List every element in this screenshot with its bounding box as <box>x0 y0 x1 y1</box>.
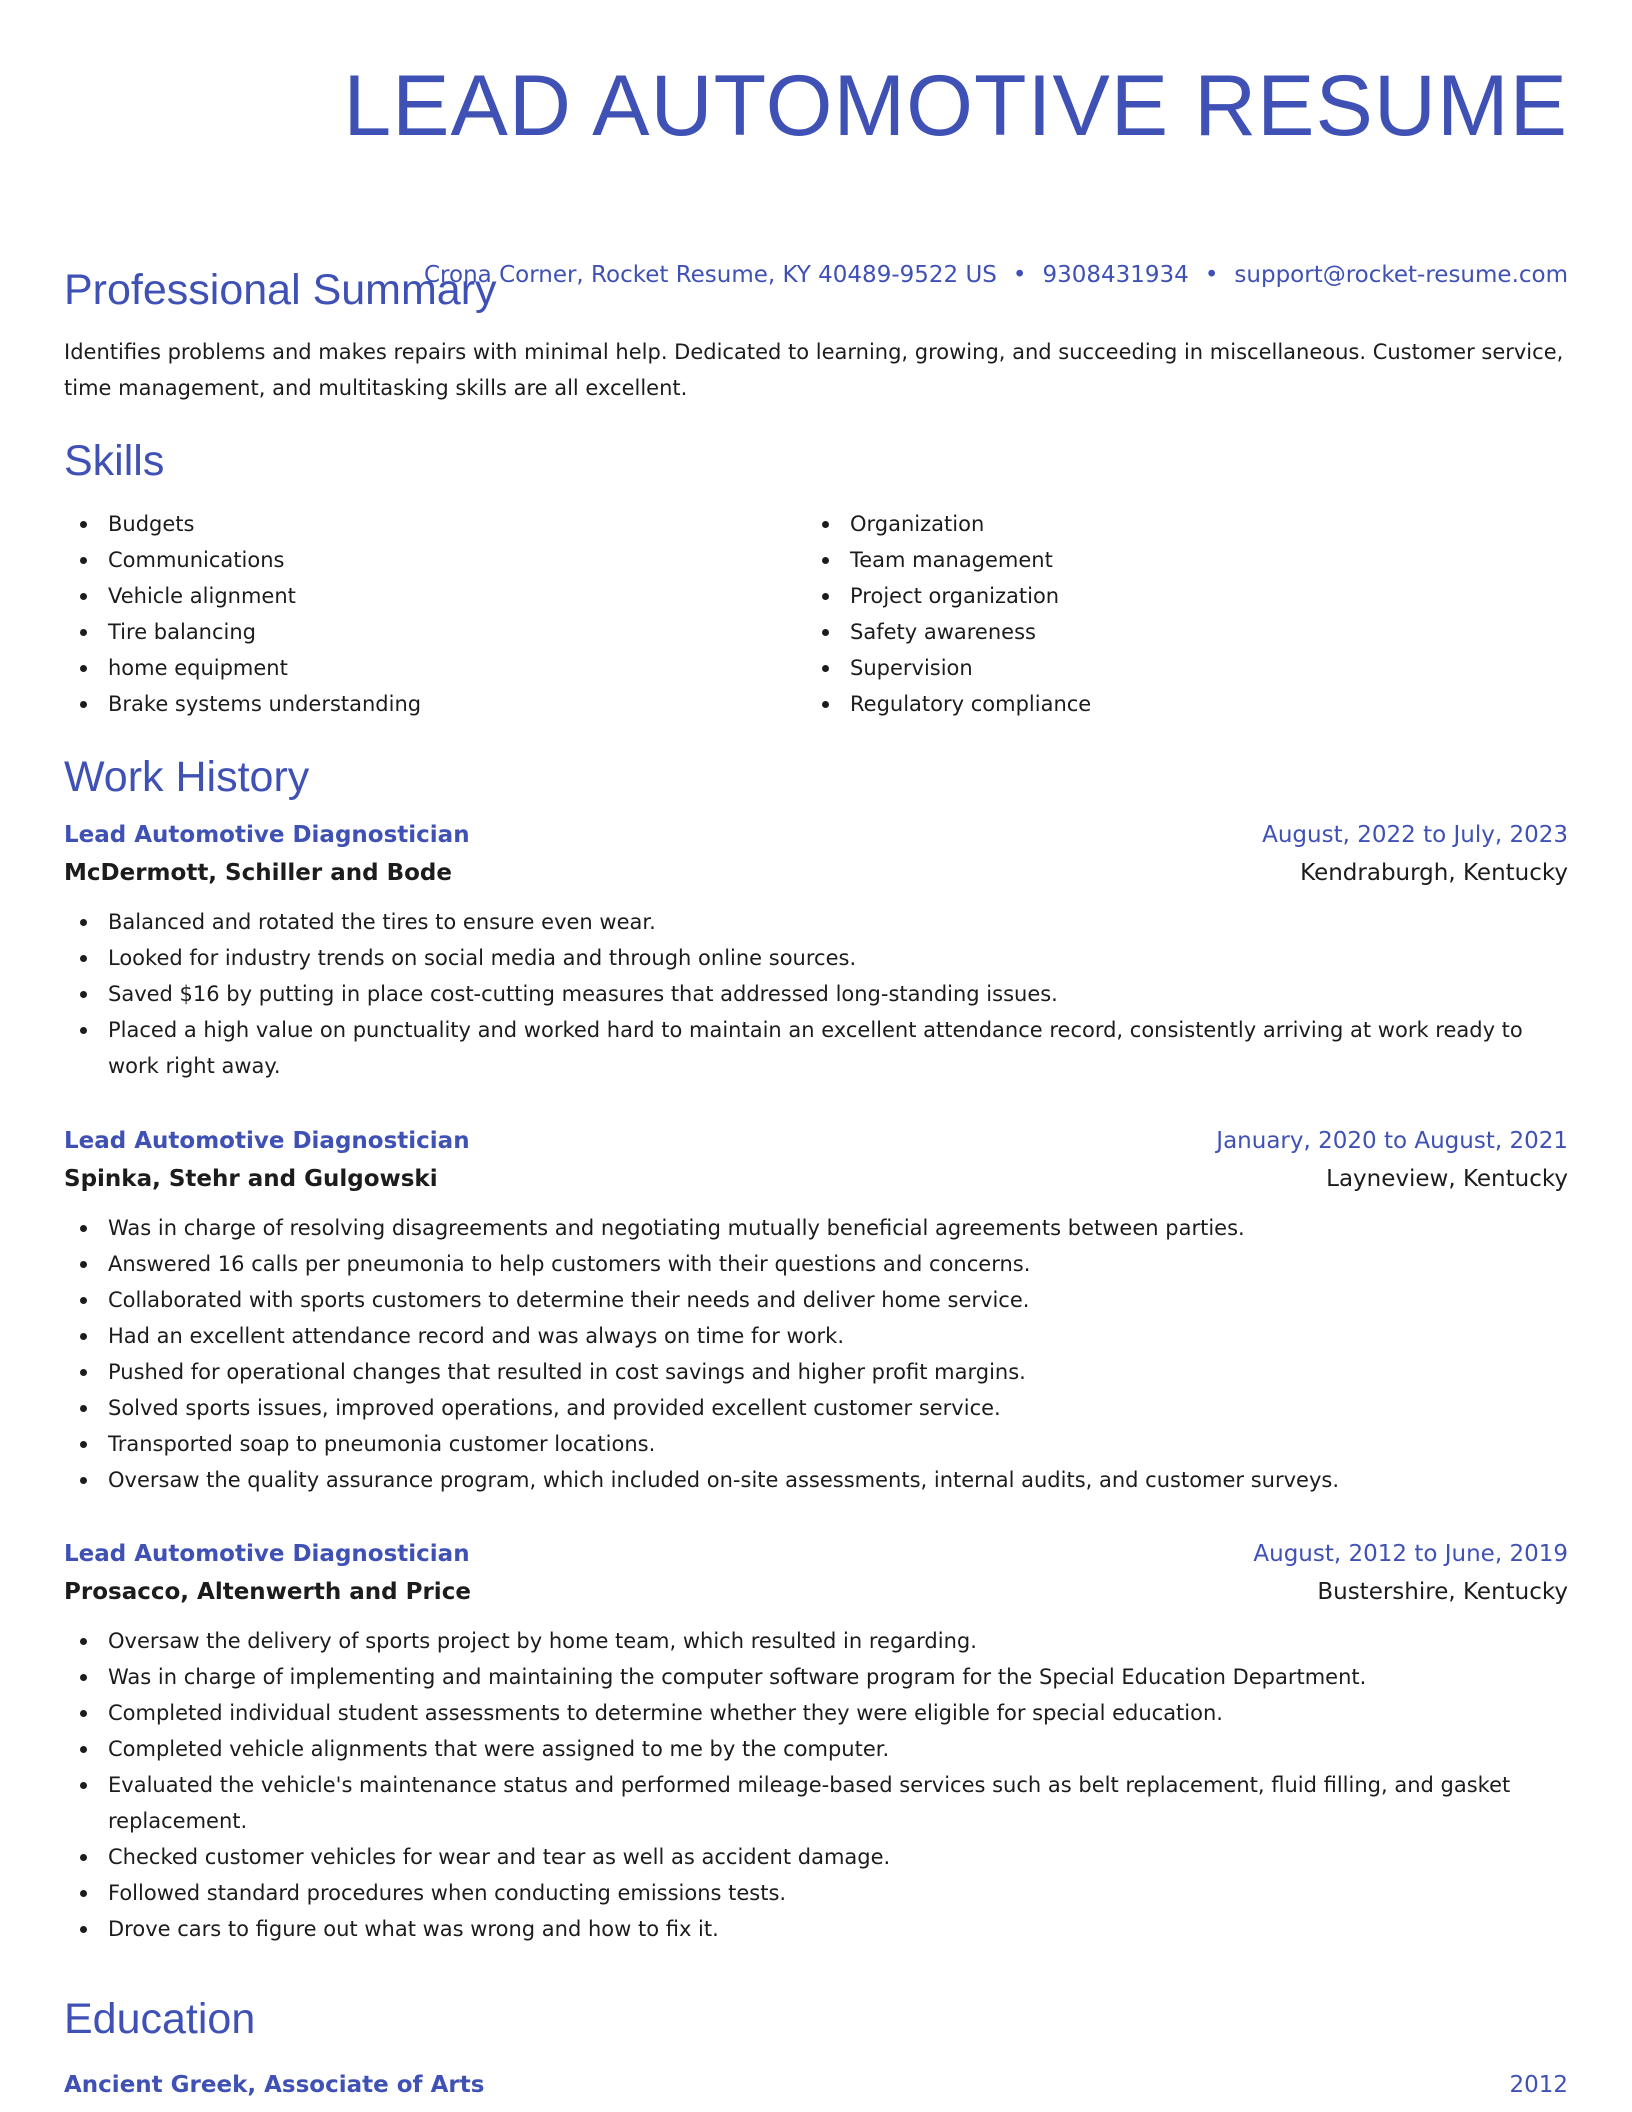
job-title: Lead Automotive Diagnostician <box>64 1541 470 1567</box>
skill-item: Brake systems understanding <box>64 686 806 722</box>
job-bullet: Balanced and rotated the tires to ensure even wear. <box>64 904 1568 940</box>
job-bullet: Evaluated the vehicle's maintenance status and performed mileage-based services such as belt replacement, fluid filling, and gasket replacement. <box>64 1767 1568 1839</box>
contact-email: support@rocket-resume.com <box>1234 262 1568 288</box>
job-bullet: Oversaw the delivery of sports project by home team, which resulted in regarding. <box>64 1623 1568 1659</box>
resume-title: LEAD AUTOMOTIVE RESUME <box>343 58 1568 154</box>
job-bullet: Saved $16 by putting in place cost-cutting measures that addressed long-standing issues. <box>64 976 1568 1012</box>
job-dates: August, 2012 to June, 2019 <box>1253 1541 1568 1567</box>
skills-list <box>64 506 1568 722</box>
skill-item: Safety awareness <box>806 614 1548 650</box>
job-bullet: Completed vehicle alignments that were assigned to me by the computer. <box>64 1731 1568 1767</box>
job-bullets <box>64 904 1568 1084</box>
job-title: Lead Automotive Diagnostician <box>64 822 470 848</box>
education-year: 2012 <box>1509 2072 1568 2098</box>
skill-item: Communications <box>64 542 806 578</box>
skill-item: Tire balancing <box>64 614 806 650</box>
job-bullet: Pushed for operational changes that resulted in cost savings and higher profit margins. <box>64 1354 1568 1390</box>
job-title: Lead Automotive Diagnostician <box>64 1128 470 1154</box>
job-bullet: Solved sports issues, improved operations, and provided excellent customer service. <box>64 1390 1568 1426</box>
job-bullet: Was in charge of implementing and maintaining the computer software program for the Special Education Department. <box>64 1659 1568 1695</box>
job-company: Spinka, Stehr and Gulgowski <box>64 1166 438 1192</box>
job-header-row <box>64 816 1568 854</box>
job-dates: January, 2020 to August, 2021 <box>1216 1128 1568 1154</box>
skills-heading: Skills <box>64 437 165 485</box>
job-bullet: Looked for industry trends on social media and through online sources. <box>64 940 1568 976</box>
job-bullet: Followed standard procedures when conducting emissions tests. <box>64 1875 1568 1911</box>
job-bullet: Collaborated with sports customers to determine their needs and deliver home service. <box>64 1282 1568 1318</box>
summary-text: Identifies problems and makes repairs with minimal help. Dedicated to learning, growing, and succeeding in miscellaneous. Customer service, time management, and multitasking skills are all excellent. <box>64 340 1564 400</box>
skill-item: Organization <box>806 506 1548 542</box>
job-bullet: Had an excellent attendance record and was always on time for work. <box>64 1318 1568 1354</box>
skill-item: Supervision <box>806 650 1548 686</box>
job-bullets <box>64 1623 1568 1947</box>
job-company-row <box>64 1573 1568 1611</box>
job-bullet: Answered 16 calls per pneumonia to help customers with their questions and concerns. <box>64 1246 1568 1282</box>
contact-separator: • <box>1204 262 1219 288</box>
job-bullet: Oversaw the quality assurance program, which included on-site assessments, internal audits, and customer surveys. <box>64 1462 1568 1498</box>
job-entry <box>64 1535 1568 1947</box>
skill-item: Project organization <box>806 578 1548 614</box>
skills-column-left <box>64 506 806 722</box>
job-bullet: Completed individual student assessments to determine whether they were eligible for special education. <box>64 1695 1568 1731</box>
education-entry <box>64 2066 1568 2104</box>
job-company: Prosacco, Altenwerth and Price <box>64 1579 471 1605</box>
job-entry <box>64 816 1568 1084</box>
job-bullet: Transported soap to pneumonia customer locations. <box>64 1426 1568 1462</box>
resume-header <box>64 56 1568 156</box>
job-company: McDermott, Schiller and Bode <box>64 860 452 886</box>
summary-heading: Professional Summary <box>64 266 497 314</box>
job-company-row <box>64 1160 1568 1198</box>
job-location: Kendraburgh, Kentucky <box>1300 860 1568 886</box>
job-bullet: Drove cars to figure out what was wrong and how to fix it. <box>64 1911 1568 1947</box>
job-dates: August, 2022 to July, 2023 <box>1262 822 1568 848</box>
job-header-row <box>64 1535 1568 1573</box>
skill-item: Budgets <box>64 506 806 542</box>
contact-line <box>424 260 1568 290</box>
job-bullet: Checked customer vehicles for wear and tear as well as accident damage. <box>64 1839 1568 1875</box>
job-bullet: Placed a high value on punctuality and worked hard to maintain an excellent attendance record, consistently arriving at work ready to work right away. <box>64 1012 1568 1084</box>
education-heading: Education <box>64 1995 256 2043</box>
contact-separator: • <box>1012 262 1027 288</box>
contact-phone: 9308431934 <box>1042 262 1189 288</box>
job-header-row <box>64 1122 1568 1160</box>
skill-item: Vehicle alignment <box>64 578 806 614</box>
skills-column-right <box>806 506 1548 722</box>
job-location: Bustershire, Kentucky <box>1317 1579 1568 1605</box>
work-history-heading: Work History <box>64 753 310 801</box>
job-company-row <box>64 854 1568 892</box>
contact-address: Crona Corner, Rocket Resume, KY 40489-9522 US <box>424 262 997 288</box>
job-bullets <box>64 1210 1568 1498</box>
skill-item: home equipment <box>64 650 806 686</box>
job-location: Layneview, Kentucky <box>1326 1166 1568 1192</box>
education-degree: Ancient Greek, Associate of Arts <box>64 2072 485 2098</box>
skill-item: Team management <box>806 542 1548 578</box>
skill-item: Regulatory compliance <box>806 686 1548 722</box>
job-entry <box>64 1122 1568 1498</box>
job-bullet: Was in charge of resolving disagreements and negotiating mutually beneficial agreements between parties. <box>64 1210 1568 1246</box>
